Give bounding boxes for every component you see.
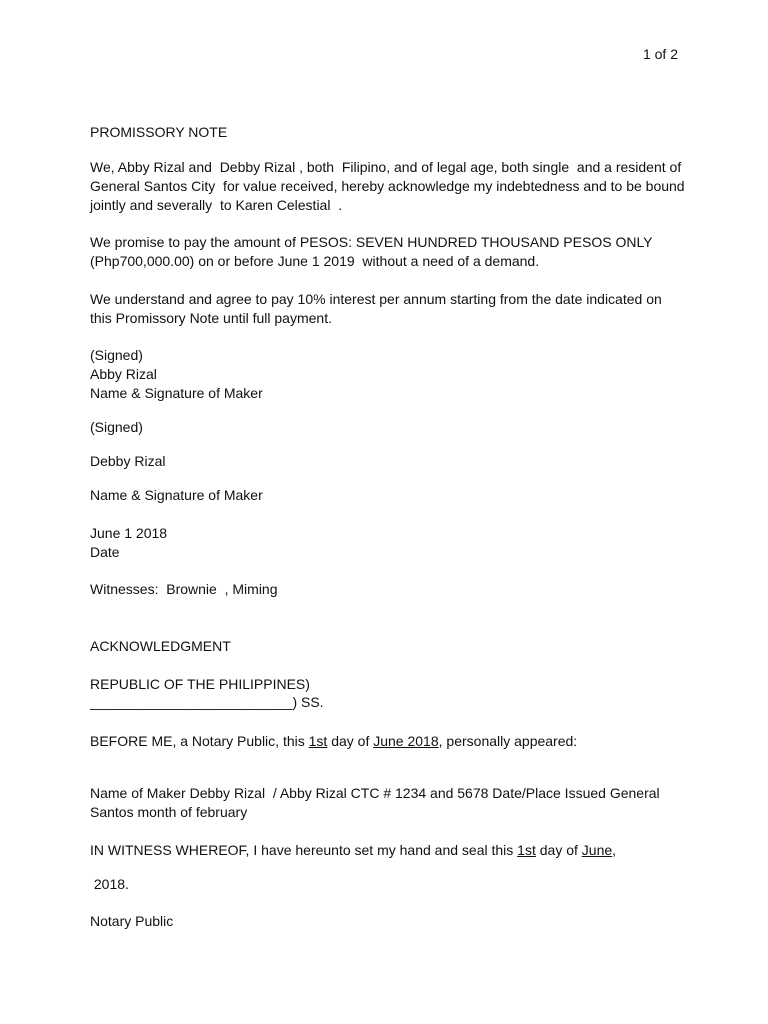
month-underlined: June 2018 bbox=[373, 733, 439, 749]
day-underlined: 1st bbox=[517, 842, 536, 858]
signature-caption: Name & Signature of Maker bbox=[90, 487, 263, 503]
text-line: (Php700,000.00) on or before June 1 2019 without a need of a demand. bbox=[90, 253, 540, 269]
witness-whereof-line bbox=[90, 841, 616, 859]
venue-republic: REPUBLIC OF THE PHILIPPINES) bbox=[90, 676, 310, 692]
text-segment: day of bbox=[535, 842, 582, 858]
document-title: PROMISSORY NOTE bbox=[90, 124, 228, 140]
text-segment: BEFORE ME, a Notary Public, this bbox=[90, 733, 309, 749]
maker-name: Debby Rizal bbox=[90, 453, 166, 469]
text-line: We understand and agree to pay 10% interest per annum starting from the date indicated on bbox=[90, 291, 662, 307]
text-line: We promise to pay the amount of PESOS: SEVEN HUNDRED THOUSAND PESOS ONLY bbox=[90, 234, 653, 250]
signed-note: (Signed) bbox=[90, 347, 143, 363]
day-underlined: 1st bbox=[308, 733, 328, 749]
before-me-line bbox=[90, 732, 577, 750]
signature-caption: Name & Signature of Maker bbox=[90, 385, 263, 401]
venue-ss-line: __________________________) SS. bbox=[90, 694, 324, 710]
text-line: General Santos City for value received, hereby acknowledge my indebtedness and to be bound bbox=[90, 178, 685, 194]
date-value: June 1 2018 bbox=[90, 525, 168, 541]
notary-public-label: Notary Public bbox=[90, 913, 174, 929]
text-segment: , personally appeared: bbox=[438, 733, 578, 749]
signed-note: (Signed) bbox=[90, 419, 143, 435]
page-number: 1 of 2 bbox=[642, 46, 678, 62]
text-line: jointly and severally to Karen Celestial . bbox=[90, 197, 343, 213]
text-segment: IN WITNESS WHEREOF, I have hereunto set my hand and seal this bbox=[90, 842, 518, 858]
month-underlined: June bbox=[581, 842, 613, 858]
text-line: Santos month of february bbox=[90, 804, 248, 820]
text-line: Name of Maker Debby Rizal / Abby Rizal CTC # 1234 and 5678 Date/Place Issued General bbox=[90, 785, 660, 801]
date-label: Date bbox=[90, 544, 120, 560]
text-line: this Promissory Note until full payment. bbox=[90, 310, 332, 326]
year-line: 2018. bbox=[90, 876, 129, 892]
text-segment: , bbox=[612, 842, 617, 858]
text-line: We, Abby Rizal and Debby Rizal , both Filipino, and of legal age, both single and a resident of bbox=[90, 159, 682, 175]
acknowledgment-title: ACKNOWLEDGMENT bbox=[90, 638, 231, 654]
text-segment: day of bbox=[327, 733, 374, 749]
witnesses-line: Witnesses: Brownie , Miming bbox=[90, 581, 278, 597]
maker-name: Abby Rizal bbox=[90, 366, 157, 382]
